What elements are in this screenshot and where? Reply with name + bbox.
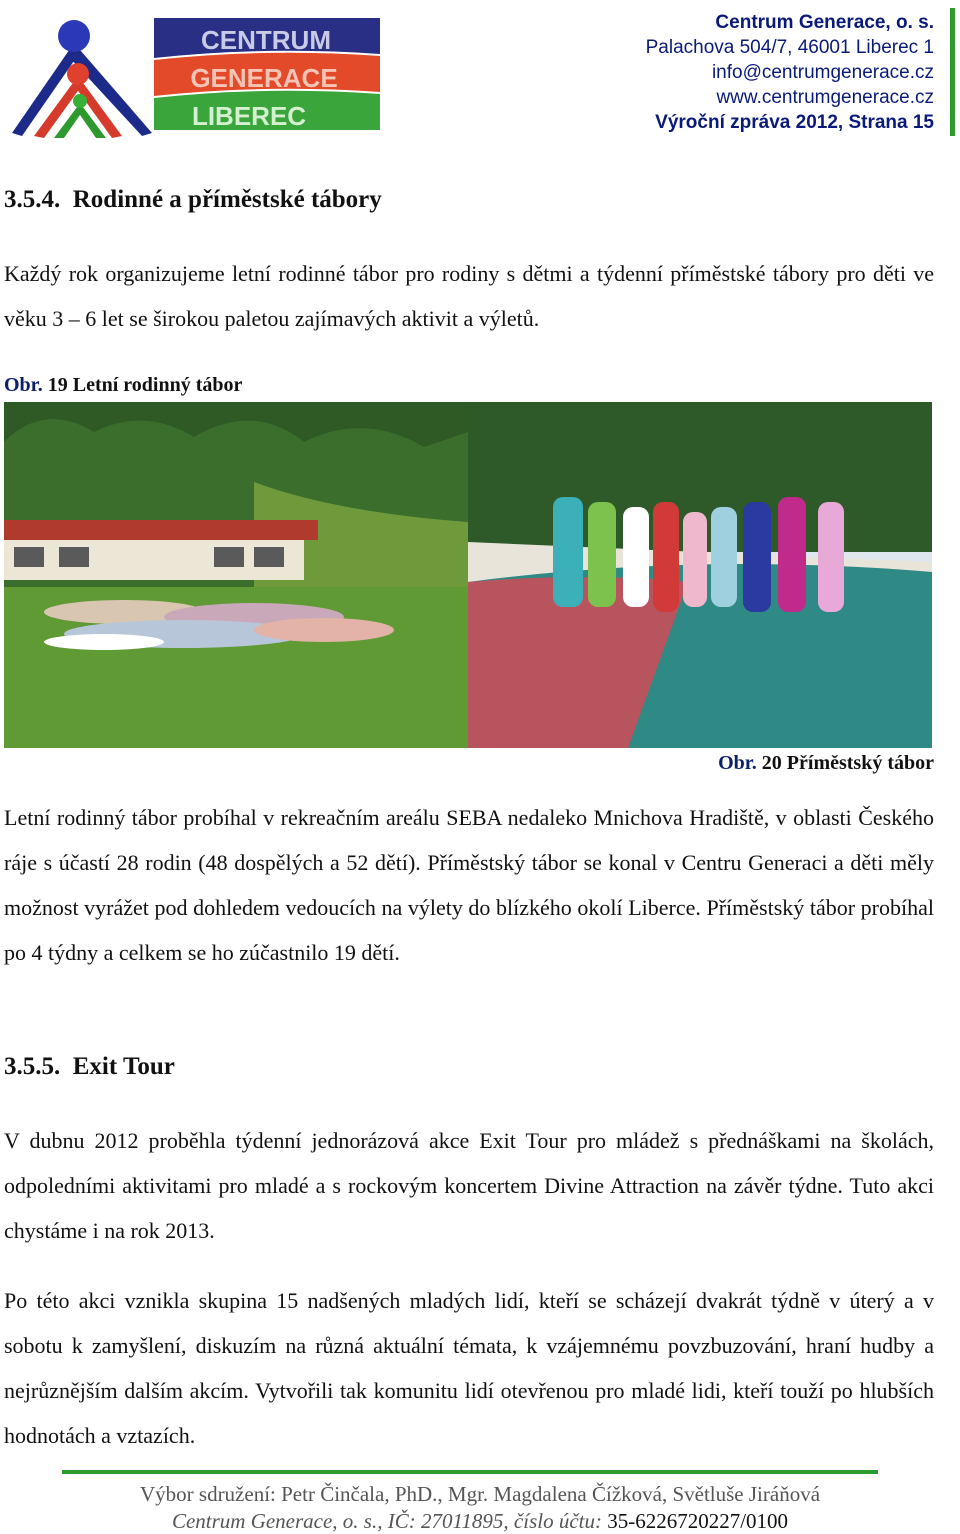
- footer-account: 35-6226720227/0100: [607, 1509, 789, 1533]
- caption-label: Obr.: [4, 374, 43, 396]
- address: Palachova 504/7, 46001 Liberec 1: [645, 37, 934, 58]
- intro-paragraph: Každý rok organizujeme letní rodinné tábor pro rodiny s dětmi a týdenní příměstské tábory pro děti ve věku 3 – 6 let se širokou paletou zajímavých aktivit a výletů.: [4, 261, 934, 331]
- children-group: [553, 497, 844, 612]
- section-title: Rodinné a příměstské tábory: [72, 186, 382, 213]
- caption-text: 19 Letní rodinný tábor: [47, 374, 243, 396]
- footer-org: Centrum Generace, o. s., IČ: 27011895, číslo účtu:: [171, 1509, 602, 1533]
- section-number: 3.5.5.: [4, 1053, 61, 1080]
- footer-board: Výbor sdružení: Petr Činčala, PhD., Mgr. Magdalena Čížková, Světluše Jiráňová: [139, 1482, 821, 1506]
- header-accent-bar: [950, 8, 955, 136]
- exit-tour-paragraph-2: Po této akci vznikla skupina 15 nadšených mladých lidí, kteří se scházejí dvakrát týdně v úterý a v sobotu k zamyšlení, diskuzím na různá aktuální témata, k vzájemnému povzbuzování, hraní hudby a nejrůznějším dalším akcím. Vytvořili tak komunitu lidí otevřenou pro mladé lidi, kteří touží po hlubších hodnotách a vztazích.: [4, 1288, 934, 1448]
- figure-caption-20: [718, 752, 934, 775]
- footer-divider: [62, 1470, 878, 1474]
- org-name: Centrum Generace, o. s.: [715, 12, 934, 33]
- section-heading: [4, 186, 382, 214]
- figure-caption-19: [4, 374, 242, 397]
- website[interactable]: www.centrumgenerace.cz: [716, 87, 934, 108]
- email[interactable]: info@centrumgenerace.cz: [711, 62, 934, 83]
- caption-text: 20 Příměstský tábor: [761, 752, 934, 774]
- section-title: Exit Tour: [72, 1053, 175, 1080]
- caption-label: Obr.: [718, 752, 757, 774]
- logo-figure-icon: [12, 20, 152, 138]
- logo-text-1: CENTRUM: [201, 25, 331, 55]
- logo-text-2: GENERACE: [190, 63, 338, 93]
- footer-org-info: [0, 1509, 960, 1534]
- section-number: 3.5.4.: [4, 186, 61, 213]
- logo-text-3: LIBEREC: [191, 101, 307, 131]
- photo-day-camp: [468, 402, 932, 748]
- header-contact: [646, 10, 934, 135]
- camp-paragraph: Letní rodinný tábor probíhal v rekreačním areálu SEBA nedaleko Mnichova Hradiště, v oblasti Českého ráje s účastí 28 rodin (48 dospělých a 52 dětí). Příměstský tábor se konal v Centru Generaci a děti měly možnost vyrážet pod dohledem vedoucích na výlety do blízkého okolí Liberce. Příměstský tábor probíhal po 4 týdny a celkem se ho zúčastnilo 19 dětí.: [4, 805, 934, 965]
- exit-tour-paragraph-1: V dubnu 2012 proběhla týdenní jednorázová akce Exit Tour pro mládež s přednáškami na školách, odpoledními aktivitami pro mladé a s rockovým koncertem Divine Attraction na závěr týdne. Tuto akci chystáme i na rok 2013.: [4, 1128, 934, 1243]
- section-heading-exit-tour: [4, 1053, 175, 1081]
- report-page: Výroční zpráva 2012, Strana 15: [655, 112, 934, 133]
- photo-family-camp: [4, 402, 468, 748]
- logo: [4, 8, 384, 138]
